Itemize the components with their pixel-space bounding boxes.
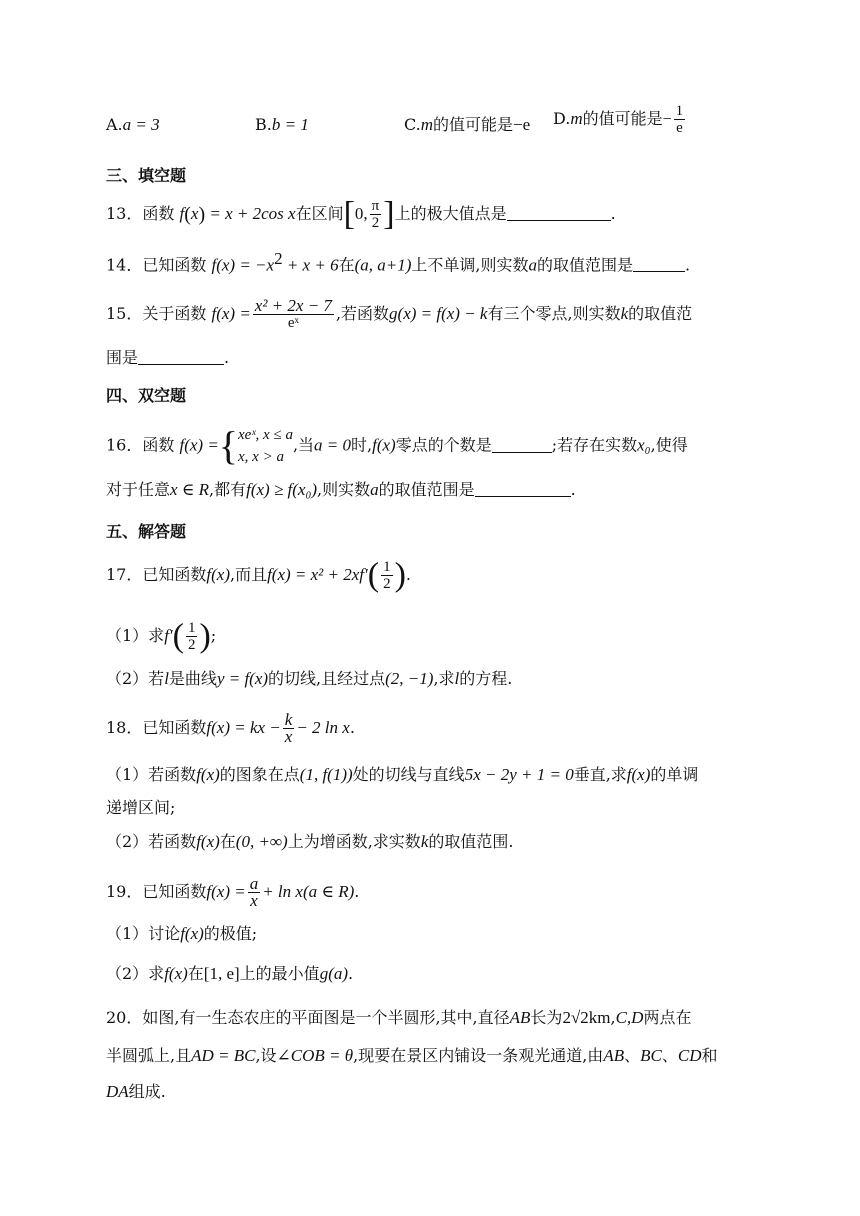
q13-answer-blank[interactable] [507, 204, 611, 221]
q14-text-3: 上不单调,则实数 [411, 255, 529, 275]
q16-text-7: 对于任意 [106, 480, 171, 499]
q20-eq: AD = BC [191, 1046, 256, 1065]
question-20 [106, 1006, 764, 1030]
option-b-math: b = 1 [271, 115, 309, 134]
q20-bc: BC [640, 1046, 662, 1065]
q16-text-6: ,使得 [650, 435, 688, 455]
q15-text-3: 有三个零点,则实数 [487, 304, 621, 323]
q13-end: . [610, 204, 616, 223]
q20-text-3: , [610, 1008, 616, 1027]
q18-p1-line: 5x − 2y + 1 = 0 [464, 765, 574, 784]
question-16: 16．函数 f(x) ={ xeˣ, x ≤ a x, x > a ,当a = 0时,f(x)零点的个数是 ;若存在实数x₀,使得 [106, 423, 688, 468]
q16-answer-blank-1[interactable] [492, 436, 552, 453]
option-c-var: m [420, 115, 434, 134]
question-18-part-1-cont [106, 796, 764, 820]
option-d-numerator: 1 [675, 103, 684, 119]
q14-text-4: 的取值范围是 [536, 255, 633, 275]
q20-text-7: ,现要在景区内铺设一条观光通道,由 [353, 1046, 604, 1065]
q16-case-1: xeˣ, x ≤ a [238, 427, 293, 443]
q17-p1-half [186, 620, 198, 653]
q16-text-1: 函数 [142, 435, 175, 455]
q18-p1-point: (1, f(1)) [299, 765, 353, 784]
q18-p1-label: （1）若函数 [106, 765, 197, 784]
q18-k: k [420, 832, 429, 851]
question-18-part-1 [106, 763, 764, 787]
q18-p1-text-5: 递增区间; [106, 798, 176, 817]
q16-ineq: f(x) ≥ f(x₀) [246, 480, 318, 499]
q13-expr: = x + 2cos x [205, 204, 296, 223]
option-d-minus: − [662, 111, 672, 128]
q13-f: f [179, 204, 185, 223]
q16-text-2: ,当 [292, 435, 315, 455]
option-a-label: A. [106, 115, 123, 134]
q18-p1-text-3: 垂直,求 [573, 765, 627, 784]
q17-text-1: 已知函数 [142, 565, 207, 584]
q20-text-9: 组成. [128, 1082, 166, 1101]
q16-answer-blank-2[interactable] [475, 480, 571, 497]
q19-number: 19． [106, 882, 143, 901]
q14-interval: (a, a+1) [354, 255, 412, 275]
q18-p1-text-4: 的单调 [650, 765, 699, 784]
q15-number: 15． [106, 304, 143, 323]
q20-da: DA [106, 1082, 129, 1101]
q13-pi-fraction [370, 198, 382, 231]
question-18-part-2 [106, 830, 764, 854]
q15-numerator: x² + 2x − 7 [254, 296, 332, 315]
option-d-label: D. [553, 109, 571, 128]
q19-fx: f(x) [180, 924, 204, 943]
q13-text-1: 函数 [142, 204, 175, 223]
q17-p1-label: （1）求 [106, 626, 165, 645]
q18-expr-1: f(x) = kx − [206, 718, 281, 737]
q13-pi: π [371, 198, 380, 214]
q17-p2-text-1: 是曲线 [168, 669, 217, 688]
option-c-text: 的值可能是 [433, 115, 514, 134]
option-a-math: a = 3 [122, 115, 160, 134]
q13-text-3: 上的极大值点是 [394, 204, 507, 223]
q16-case-2: x, x > a [238, 449, 284, 465]
q17-half-den: 2 [383, 576, 391, 592]
question-15: 15．关于函数 f(x) = $\frac{\text{x² + 2x − 7}}{\text{eˣ}}$ ,若函数g(x) = f(x) − k有三个零点,则实数k的取值范 [106, 296, 693, 331]
q18-frac-num: k [284, 710, 293, 729]
q15-answer-blank[interactable] [138, 348, 224, 365]
q16-acond: a = 0 [314, 435, 352, 455]
option-d-denominator: e [676, 120, 683, 136]
q13-x: x [190, 204, 199, 223]
q18-fx-2: f(x) [626, 765, 651, 784]
q18-p1-text-2: 处的切线与直线 [352, 765, 465, 784]
q14-sup: 2 [274, 249, 283, 268]
option-d [553, 103, 687, 136]
q20-ab-2: AB [603, 1046, 625, 1065]
q17-p2-label: （2）若 [106, 669, 165, 688]
q14-answer-blank[interactable] [633, 255, 685, 272]
q18-p2-label: （2）若函数 [106, 832, 197, 851]
option-a [106, 113, 160, 137]
q16-text-10: 的取值范围是 [378, 480, 475, 499]
q17-l: l [164, 669, 169, 688]
option-b-label: B. [255, 115, 272, 134]
q20-text-1: 如图,有一生态农庄的平面图是一个半圆形,其中,直径 [142, 1008, 510, 1027]
q18-p1-text-1: 的图象在点 [219, 765, 300, 784]
q19-end: . [354, 882, 360, 901]
q20-cd-2: CD [677, 1046, 702, 1065]
q19-p2-interval: [1, e] [203, 964, 240, 983]
q18-text-1: 已知函数 [142, 718, 207, 737]
q19-expr-2: + ln x(a ∈ R) [262, 882, 355, 901]
q19-p2-label: （2）求 [106, 964, 165, 983]
q17-half-num: 1 [383, 559, 391, 575]
q17-p2-text-3: ,求 [433, 669, 455, 688]
section-double-heading: 四、双空题 [106, 386, 187, 405]
q18-number: 18． [106, 718, 143, 737]
q19-p2-text-2: 上的最小值 [239, 964, 320, 983]
q20-cd: C,D [615, 1008, 644, 1027]
q15-text-2: ,若函数 [335, 304, 390, 323]
q20-text-8: 和 [701, 1046, 718, 1065]
q13-two: 2 [371, 215, 380, 231]
q13-text-2: 在区间 [295, 204, 344, 223]
q20-number: 20． [106, 1008, 143, 1027]
q20-sep-2: 、 [661, 1046, 678, 1065]
q20-text-4: 两点在 [643, 1008, 692, 1027]
option-d-text: 的值可能是 [582, 109, 663, 128]
q16-text-3: 时, [351, 435, 373, 455]
q15-gexpr: g(x) = f(x) − k [389, 304, 488, 323]
q17-p1-end: ; [210, 626, 217, 645]
q13-number: 13． [106, 204, 143, 223]
q15-text-5: 围是 [106, 348, 139, 367]
question-17: 17．已知函数f(x),而且f(x) = x² + 2xf′( $\frac{1}{2}$ ). [106, 556, 411, 594]
question-19-part-2 [106, 962, 764, 986]
q18-fx: f(x) [196, 765, 220, 784]
q18-p2-interval: (0, +∞) [235, 832, 288, 851]
q16-number: 16． [106, 435, 143, 455]
q19-fx-2: f(x) [164, 964, 188, 983]
q16-xr: x ∈ R [170, 480, 210, 499]
q18-p2-text-2: 上为增函数,求实数 [287, 832, 421, 851]
q20-text-5: 半圆弧上,且 [106, 1046, 192, 1065]
q19-p2-end: . [348, 964, 354, 983]
question-19-part-1 [106, 922, 764, 946]
q14-text-1: 已知函数 [142, 255, 207, 275]
q14-number: 14． [106, 255, 143, 275]
q15-fraction [253, 298, 334, 331]
question-18 [106, 712, 764, 745]
section-solve-heading: 五、解答题 [106, 522, 187, 541]
q14-a: a [528, 255, 537, 275]
q20-sep-1: 、 [624, 1046, 641, 1065]
q17-p1-f: f′ [164, 626, 173, 645]
question-20-cont-2 [106, 1080, 764, 1104]
q18-end: . [349, 718, 355, 737]
q17-half [381, 559, 393, 592]
q16-end: . [570, 480, 576, 499]
q16-text-8: ,都有 [209, 480, 247, 499]
q16-fx: f(x) [372, 435, 396, 455]
q20-text-2: 长为 [530, 1008, 563, 1027]
option-c-label: C. [404, 115, 421, 134]
q19-frac-num: a [249, 874, 259, 893]
question-13: 13．函数 f(x) = x + 2cos x在区间[0, $\frac{\pi}{2}$ ]上的极大值点是 . [106, 195, 616, 233]
option-b [255, 113, 309, 137]
question-15-cont [106, 346, 764, 370]
q20-length: 2√2km [562, 1008, 611, 1027]
q15-end: . [224, 348, 230, 367]
q13-interval-left: 0, [354, 204, 368, 223]
q17-number: 17． [106, 565, 143, 584]
q17-p1-half-num: 1 [187, 620, 196, 636]
q20-angle: ∠COB = θ [276, 1046, 354, 1065]
q16-text-9: ,则实数 [317, 480, 371, 499]
q17-expr: f(x) = x² + 2xf′ [267, 565, 368, 584]
q14-expr: f(x) = −x [211, 255, 275, 275]
q17-p1-half-den: 2 [187, 637, 196, 653]
q16-text-5: ;若存在实数 [551, 435, 638, 455]
q15-denominator: eˣ [287, 315, 299, 331]
q16-x0: x₀ [637, 435, 651, 455]
q18-p2-text-3: 的取值范围. [428, 832, 514, 851]
question-17-part-2 [106, 667, 764, 691]
section-fill-heading: 三、填空题 [106, 166, 187, 185]
option-d-fraction [674, 103, 686, 136]
q18-fx-3: f(x) [196, 832, 220, 851]
q16-a: a [370, 480, 379, 499]
q14-end: . [685, 255, 691, 275]
option-d-var: m [570, 109, 583, 128]
question-14 [106, 247, 764, 277]
q19-fraction [248, 876, 261, 909]
q20-ab: AB [509, 1008, 531, 1027]
q19-frac-den: x [250, 891, 258, 910]
q14-text-2: 在 [338, 255, 355, 275]
question-17-part-1: （1）求f′( $\frac{1}{2}$ ); [106, 617, 217, 655]
q19-p2-g: g(a) [319, 964, 349, 983]
q17-p2-point: (2, −1) [385, 669, 434, 688]
q17-fx: f(x) [206, 565, 230, 584]
q18-fraction [283, 712, 295, 745]
q17-p2-curve: y = f(x) [216, 669, 269, 688]
q19-p1-text-1: 的极值; [203, 924, 258, 943]
q19-p1-label: （1）讨论 [106, 924, 181, 943]
q15-text-4: 的取值范 [628, 304, 693, 323]
q15-k: k [620, 304, 629, 323]
q17-l-2: l [454, 669, 460, 688]
q14-expr2: + x + 6 [282, 255, 339, 275]
q16-cases [238, 424, 293, 468]
q18-expr-2: − 2 ln x [296, 718, 350, 737]
q16-text-4: 零点的个数是 [395, 435, 492, 455]
option-c-math: −e [513, 115, 531, 134]
q17-p2-text-4: 的方程. [459, 669, 513, 688]
q19-text-1: 已知函数 [142, 882, 207, 901]
q20-text-6: ,设 [255, 1046, 277, 1065]
question-20-cont-1 [106, 1044, 764, 1068]
q15-text-1: 关于函数 [142, 304, 207, 323]
q17-end: . [405, 565, 411, 584]
q18-p2-text-1: 在 [219, 832, 236, 851]
option-c [404, 113, 530, 137]
q19-p2-text-1: 在 [187, 964, 204, 983]
question-19 [106, 876, 764, 909]
q17-p2-text-2: 的切线,且经过点 [268, 669, 386, 688]
q17-text-2: ,而且 [229, 565, 268, 584]
q19-expr-1: f(x) = [206, 882, 246, 901]
q18-frac-den: x [284, 727, 293, 746]
question-16-cont [106, 478, 764, 502]
